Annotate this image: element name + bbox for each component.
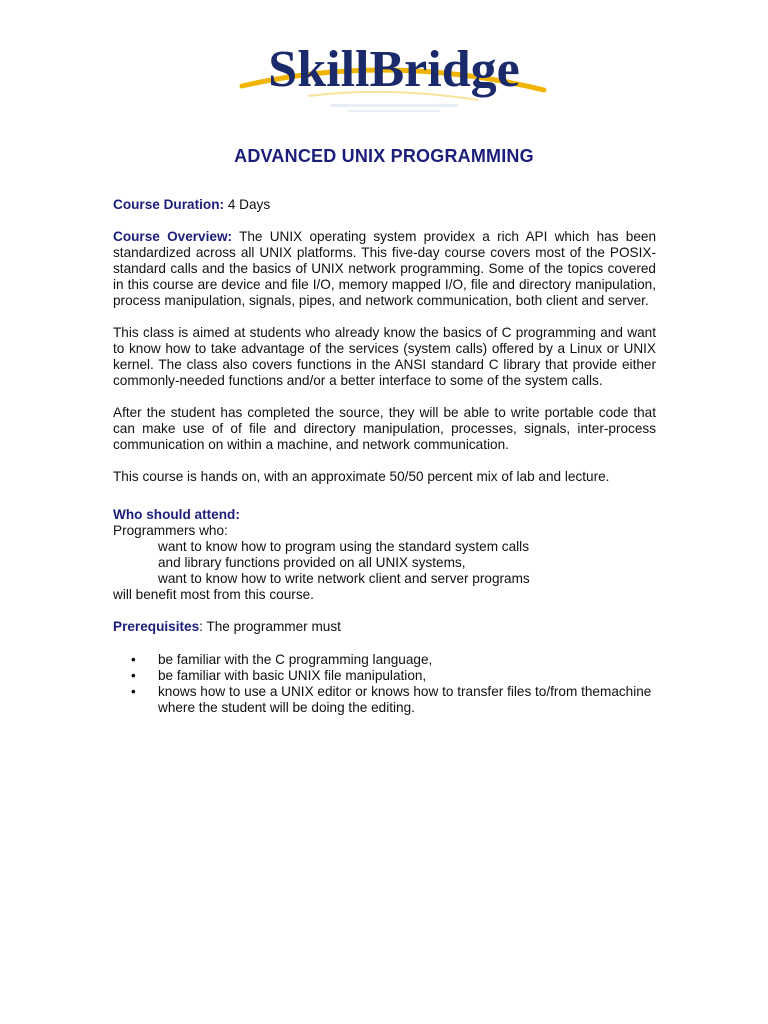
attend-outro: will benefit most from this course.	[113, 587, 314, 602]
paragraph-outcomes: After the student has completed the source, they will be able to write portable code that can make use of of file and directory manipulation, processes, signals, inter-process communication on within a machine, and network communication.	[113, 405, 656, 452]
logo-text: SkillBridge	[268, 41, 520, 98]
paragraph-audience: This class is aimed at students who already know the basics of C programming and want to know how to take advantage of the services (system calls) offered by a Linux or UNIX kernel. The class also covers functions in the ANSI standard C library that provide either commonly-needed functions and/or a better interface to some of the system calls.	[113, 325, 656, 388]
overview-paragraph	[113, 229, 656, 309]
overview-label: Course Overview:	[113, 229, 233, 244]
attend-line: want to know how to program using the standard system calls	[158, 539, 529, 554]
overview-text: The UNIX operating system providex a rich API which has been standardized across all UNIX platforms. This five-day course covers most of the POSIX-standard calls and the basics of UNIX network programming. Some of the topics covered in this course are device and file I/O, memory mapped I/O, file and directory manipulation, process manipulation, signals, pipes, and network communication, both client and server.	[113, 229, 657, 308]
list-item: • be familiar with the C programming language,	[113, 652, 656, 668]
attend-label: Who should attend:	[113, 507, 240, 522]
prerequisites-intro: : The programmer must	[199, 619, 341, 634]
paragraph-format: This course is hands on, with an approximate 50/50 percent mix of lab and lecture.	[113, 469, 610, 484]
course-description	[113, 197, 656, 716]
prerequisites-list	[113, 652, 656, 716]
prerequisites-label: Prerequisites	[113, 619, 200, 634]
list-item: • knows how to use a UNIX editor or knows how to transfer files to/from themachine where the student will be doing the editing.	[113, 684, 656, 716]
duration-label: Course Duration:	[113, 197, 225, 212]
page-title: ADVANCED UNIX PROGRAMMING	[234, 146, 534, 166]
skillbridge-logo-graphic	[238, 30, 550, 120]
duration-line	[113, 197, 656, 213]
prerequisites-line	[113, 619, 656, 635]
skillbridge-logo	[238, 30, 550, 120]
list-item: • be familiar with basic UNIX file manipulation,	[113, 668, 656, 684]
duration-value: 4 Days	[227, 197, 271, 212]
attend-line: and library functions provided on all UNIX systems,	[158, 555, 466, 570]
attend-intro: Programmers who:	[113, 523, 228, 538]
attend-line: want to know how to write network client and server programs	[158, 571, 530, 586]
